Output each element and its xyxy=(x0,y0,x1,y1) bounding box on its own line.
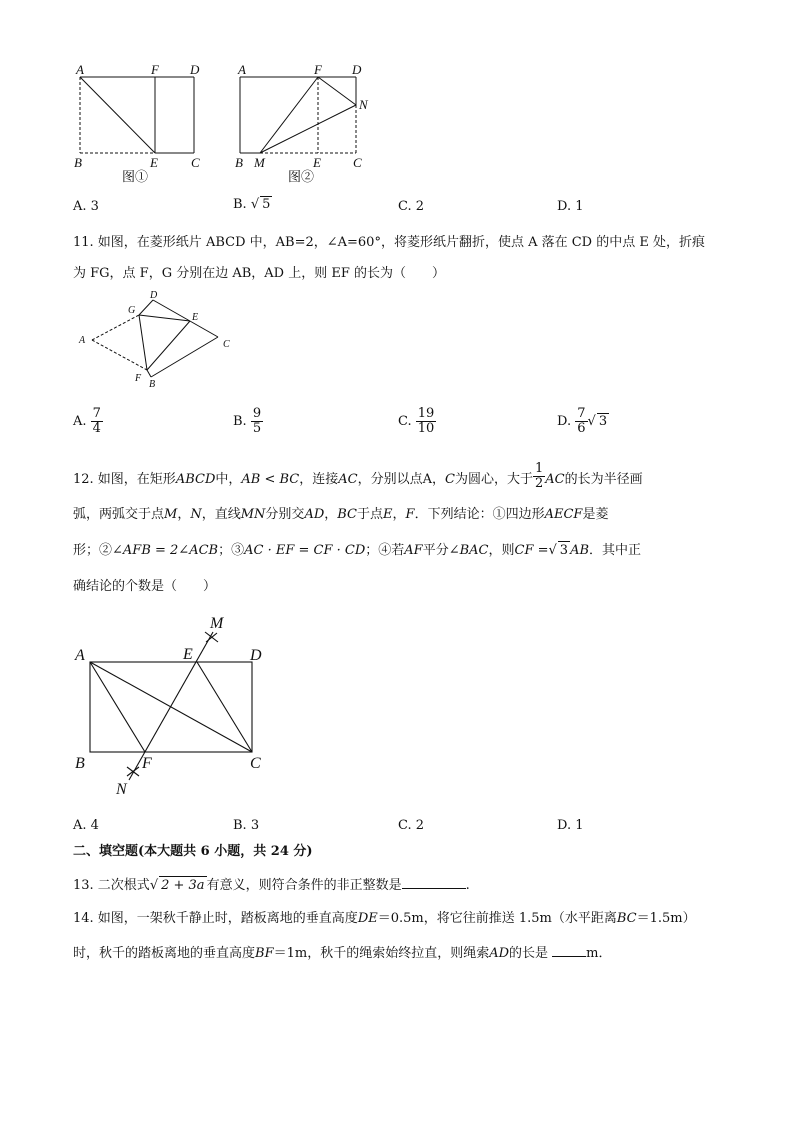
q11-figure xyxy=(72,285,242,390)
q13-suffix: 有意义，则符合条件的非正整数是 xyxy=(206,878,402,893)
q12-stem-line-3 xyxy=(73,541,641,560)
q11-line-DC xyxy=(153,300,218,337)
q14-math: BC xyxy=(616,911,637,926)
q12-option-d[interactable]: D. 1 xyxy=(557,818,584,833)
q14-text: 14. 如图，一架秋千静止时，踏板离地的垂直高度 xyxy=(73,911,358,926)
q11-label-G: G xyxy=(128,305,136,316)
fig2-label-A: A xyxy=(238,62,246,77)
fig1-label-E: E xyxy=(150,155,158,170)
q11-option-b[interactable] xyxy=(233,407,263,436)
q11-option-d-fraction xyxy=(575,407,587,436)
q12-text: 为圆心，大于 xyxy=(454,472,533,487)
sqrt-sign: √ xyxy=(149,878,159,893)
q12-text: ， xyxy=(177,507,191,522)
q12-text: 12. 如图，在矩形 xyxy=(73,472,176,487)
q11-option-c-letter: C. xyxy=(398,414,412,429)
q12-text: ；③ xyxy=(218,543,245,558)
denominator: 4 xyxy=(92,421,101,436)
fig2-label-N: N xyxy=(359,97,368,112)
q12-text: 是菱 xyxy=(582,507,609,522)
q10-option-b-radicand: 5 xyxy=(262,197,271,212)
q11-line-GF xyxy=(139,315,147,370)
q12-text: 中， xyxy=(215,472,242,487)
q14-stem-line-1 xyxy=(73,910,696,928)
q10-fig2-caption: 图② xyxy=(288,170,315,185)
q11-label-C: C xyxy=(223,339,230,350)
q12-text: 平分 xyxy=(422,543,449,558)
q12-text: ．其中正 xyxy=(589,543,642,558)
fig1-line-AE xyxy=(80,77,155,153)
q12-text: 形；② xyxy=(73,543,113,558)
q11-label-A: A xyxy=(79,335,86,346)
q12-math: M xyxy=(164,507,178,522)
q13-prefix: 13. 二次根式 xyxy=(73,878,150,893)
sqrt-sign: √ xyxy=(548,543,557,558)
q12-stem-line-4: 确结论的个数是（ ） xyxy=(73,579,217,594)
q11-label-B: B xyxy=(149,379,156,390)
fig1-label-D: D xyxy=(190,62,200,77)
fig2-label-F: F xyxy=(314,62,322,77)
denominator: 6 xyxy=(577,421,586,436)
q12-math: AF xyxy=(404,543,423,558)
q12-option-a[interactable]: A. 4 xyxy=(73,818,99,833)
denominator: 2 xyxy=(534,476,544,491)
fig2-label-D: D xyxy=(352,62,362,77)
q11-line-GD xyxy=(139,300,153,315)
q12-math: MN xyxy=(240,507,266,522)
q10-option-b-letter: B. xyxy=(233,197,247,212)
q12-text: ，则 xyxy=(488,543,515,558)
q11-option-b-fraction xyxy=(251,407,263,436)
q13-end: . xyxy=(465,878,470,893)
q12-math: AECF xyxy=(544,507,583,522)
q12-option-c[interactable]: C. 2 xyxy=(398,818,425,833)
q11-option-a[interactable] xyxy=(73,407,103,436)
q12-text: ．下列结论：①四边形 xyxy=(414,507,545,522)
q12-line-AF xyxy=(90,662,145,752)
q12-text: 的长为半径画 xyxy=(564,472,643,487)
q12-text: ，分别以点 xyxy=(357,472,423,487)
q12-label-F: F xyxy=(142,755,152,772)
q13-answer-blank[interactable] xyxy=(402,874,466,889)
q14-text: ＝1.5m） xyxy=(636,911,696,926)
q12-math: ABCD xyxy=(175,472,216,487)
q11-stem-line-2: 为 FG，点 F，G 分别在边 AB，AD 上，则 EF 的长为（ ） xyxy=(73,266,445,281)
q11-option-d[interactable] xyxy=(557,407,609,436)
fig2-label-B: B xyxy=(235,155,243,170)
q14-text: ＝0.5m，将它往前推送 1.5m（水平距离 xyxy=(377,911,617,926)
sqrt-sign: √ xyxy=(250,197,260,212)
sqrt-sign: √ xyxy=(587,414,596,429)
q12-radicand: 3 xyxy=(559,543,569,558)
q12-label-E: E xyxy=(183,646,193,663)
numerator: 7 xyxy=(577,406,586,421)
q10-option-c[interactable]: C. 2 xyxy=(398,199,425,214)
q12-math: AC xyxy=(338,472,358,487)
q14-math: BF xyxy=(255,946,274,961)
q12-math: E xyxy=(383,507,393,522)
q12-math: ∠BAC xyxy=(448,543,489,558)
q14-text: m． xyxy=(586,946,612,961)
q11-line-AF xyxy=(92,340,147,370)
fig2-line-FN xyxy=(318,77,356,105)
q12-label-A: A xyxy=(75,647,85,664)
q12-line-EC xyxy=(197,662,252,752)
q12-math: ∠AFB = 2∠ACB xyxy=(112,543,219,558)
q12-text: ；④若 xyxy=(365,543,405,558)
q12-label-B: B xyxy=(75,755,85,772)
fig2-label-E: E xyxy=(313,155,321,170)
q11-label-E: E xyxy=(192,312,199,323)
q12-text: A xyxy=(422,472,432,487)
q12-text: ，直线 xyxy=(201,507,241,522)
q14-answer-blank[interactable] xyxy=(552,942,586,957)
q10-fig1-caption: 图① xyxy=(122,170,149,185)
q12-math: C xyxy=(445,472,455,487)
q10-option-a[interactable]: A. 3 xyxy=(73,199,99,214)
q12-text: ， xyxy=(392,507,406,522)
q12-math: AB xyxy=(570,543,590,558)
q12-text: ， xyxy=(432,472,446,487)
q12-fraction-half xyxy=(533,462,545,491)
q12-math: AD xyxy=(304,507,325,522)
q12-text: ，连接 xyxy=(299,472,339,487)
q11-line-CB xyxy=(151,337,218,377)
q12-math: F xyxy=(405,507,415,522)
q14-math: DE xyxy=(357,911,378,926)
q11-stem-line-1: 11. 如图，在菱形纸片 ABCD 中，AB=2，∠A=60°，将菱形纸片翻折，使点 A 落在 CD 的中点 E 处，折痕 xyxy=(73,235,705,250)
q10-figure-1 xyxy=(70,60,210,180)
section-2-title: 二、填空题(本大题共 6 小题，共 24 分) xyxy=(73,844,313,859)
q12-figure xyxy=(70,608,280,803)
q11-option-b-letter: B. xyxy=(233,414,247,429)
q12-label-N: N xyxy=(116,781,127,798)
fig2-line-MN xyxy=(260,105,356,153)
q11-option-a-letter: A. xyxy=(73,414,87,429)
q11-line-AG xyxy=(92,315,139,340)
q11-label-D: D xyxy=(150,290,158,301)
fig1-label-A: A xyxy=(76,62,84,77)
q13-stem xyxy=(73,874,470,895)
q11-option-d-radicand: 3 xyxy=(598,414,608,429)
denominator: 5 xyxy=(252,421,262,436)
q12-label-M: M xyxy=(210,615,224,632)
fig1-label-C: C xyxy=(191,155,200,170)
q14-stem-line-2 xyxy=(73,942,612,963)
q11-option-d-letter: D. xyxy=(557,414,572,429)
q12-math: AB < BC xyxy=(241,472,300,487)
q12-option-b[interactable]: B. 3 xyxy=(233,818,260,833)
fig1-label-F: F xyxy=(151,62,159,77)
q12-math: AC xyxy=(545,472,565,487)
q11-line-FB xyxy=(147,370,151,377)
numerator: 1 xyxy=(534,461,544,476)
q11-option-c-fraction xyxy=(416,407,437,436)
q12-math: N xyxy=(190,507,202,522)
numerator: 7 xyxy=(92,406,101,421)
q11-option-c[interactable] xyxy=(398,407,436,436)
q14-math: AD xyxy=(489,946,510,961)
q10-option-d[interactable]: D. 1 xyxy=(557,199,584,214)
q11-line-GE xyxy=(139,315,190,321)
q12-stem-line-2 xyxy=(73,506,608,524)
q10-figure-2 xyxy=(232,60,382,180)
fig2-label-M: M xyxy=(254,155,265,170)
denominator: 10 xyxy=(417,421,435,436)
q12-stem-line-1 xyxy=(73,461,643,491)
q10-option-b[interactable] xyxy=(233,196,272,212)
q12-math: CF = xyxy=(514,543,549,558)
q11-label-F: F xyxy=(135,373,142,384)
q12-label-D: D xyxy=(250,647,262,664)
q12-math: BC xyxy=(337,507,358,522)
q14-text: ＝1m，秋千的绳索始终拉直，则绳索 xyxy=(273,946,490,961)
q11-option-a-fraction xyxy=(91,407,103,436)
q14-text: 的长是 xyxy=(509,946,549,961)
fig2-label-C: C xyxy=(353,155,362,170)
q14-text: 时，秋千的踏板离地的垂直高度 xyxy=(73,946,256,961)
fig2-line-MF xyxy=(260,77,318,153)
fig1-label-B: B xyxy=(74,155,82,170)
q13-radicand: 2 + 3a xyxy=(161,878,205,893)
q12-text: 于点 xyxy=(357,507,384,522)
q12-label-C: C xyxy=(250,755,261,772)
q12-text: ， xyxy=(324,507,338,522)
q12-text: 弧，两弧交于点 xyxy=(73,507,165,522)
q12-math: AC · EF = CF · CD xyxy=(244,543,366,558)
q12-text: 分别交 xyxy=(265,507,305,522)
q11-line-EF xyxy=(147,321,190,370)
numerator: 9 xyxy=(252,406,262,421)
numerator: 19 xyxy=(417,406,435,421)
